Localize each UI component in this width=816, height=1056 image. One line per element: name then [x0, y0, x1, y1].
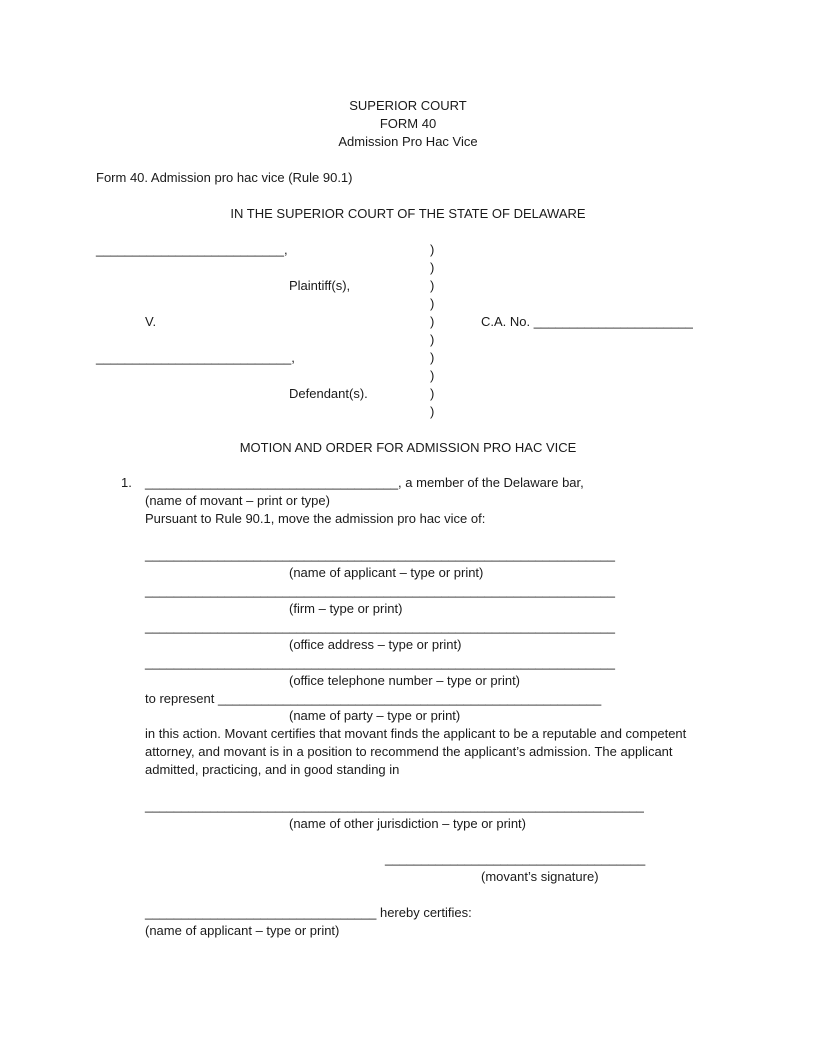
defendant-line: ___________________________,	[96, 350, 295, 365]
header-form: FORM 40	[379, 116, 437, 131]
caption-paren: )	[430, 296, 435, 311]
caption-paren: )	[430, 314, 435, 329]
caption-paren: )	[430, 386, 435, 401]
caption-paren: )	[430, 404, 435, 419]
caption-paren: )	[430, 332, 435, 347]
movant-line: ___________________________________, a member of the Delaware bar,	[145, 475, 584, 490]
address-caption: (office address – type or print)	[289, 637, 462, 652]
body-text-line: attorney, and movant is in a position to recommend the applicant’s admission. The applicant	[145, 744, 673, 759]
plaintiff-label: Plaintiff(s),	[289, 278, 351, 293]
telephone-caption: (office telephone number – type or print)	[289, 673, 521, 688]
caption-paren: )	[430, 260, 435, 275]
versus: V.	[145, 314, 157, 329]
signature-caption: (movant’s signature)	[481, 869, 599, 884]
defendant-label: Defendant(s).	[289, 386, 368, 401]
motion-title: MOTION AND ORDER FOR ADMISSION PRO HAC VICE	[239, 440, 577, 455]
certifies-line: ________________________________ hereby certifies:	[145, 905, 472, 920]
plaintiff-line: __________________________,	[96, 242, 288, 257]
signature-line: ____________________________________	[385, 851, 646, 866]
certifies-caption: (name of applicant – type or print)	[145, 923, 340, 938]
case-number: C.A. No. ______________________	[481, 314, 693, 329]
form-reference: Form 40. Admission pro hac vice (Rule 90.1)	[96, 170, 353, 185]
header-court: SUPERIOR COURT	[349, 98, 467, 113]
firm-caption: (firm – type or print)	[289, 601, 403, 616]
represent-line: to represent _____________________________________________________	[145, 691, 602, 706]
paragraph-number: 1.	[121, 475, 132, 490]
caption-paren: )	[430, 278, 435, 293]
applicant-line: _________________________________________________________________	[145, 547, 615, 562]
movant-caption: (name of movant – print or type)	[145, 493, 330, 508]
caption-paren: )	[430, 368, 435, 383]
caption-paren: )	[430, 242, 435, 257]
court-name: IN THE SUPERIOR COURT OF THE STATE OF DELAWARE	[230, 206, 586, 221]
jurisdiction-caption: (name of other jurisdiction – type or print)	[289, 816, 526, 831]
body-text-line: in this action. Movant certifies that movant finds the applicant to be a reputable and competent	[145, 726, 687, 741]
caption-paren: )	[430, 350, 435, 365]
jurisdiction-line: _____________________________________________________________________	[145, 798, 644, 813]
header-subtitle: Admission Pro Hac Vice	[338, 134, 478, 149]
party-caption: (name of party – type or print)	[289, 708, 461, 723]
telephone-line: _________________________________________________________________	[145, 655, 615, 670]
applicant-caption: (name of applicant – type or print)	[289, 565, 484, 580]
pursuant-text: Pursuant to Rule 90.1, move the admission pro hac vice of:	[145, 511, 486, 526]
address-line: _________________________________________________________________	[145, 619, 615, 634]
firm-line: _________________________________________________________________	[145, 583, 615, 598]
body-text-line: admitted, practicing, and in good standing in	[145, 762, 400, 777]
